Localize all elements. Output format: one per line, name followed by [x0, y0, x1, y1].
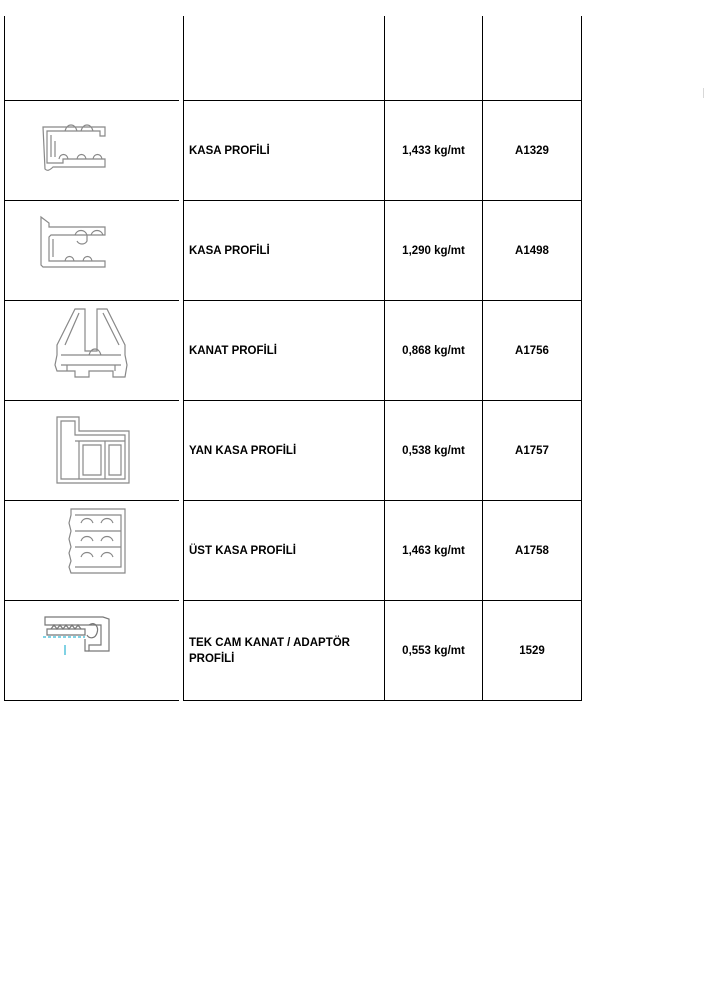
- profile-name: ÜST KASA PROFİLİ: [183, 501, 384, 600]
- code-cell: [482, 16, 582, 100]
- profile-code: A1757: [482, 401, 582, 500]
- table-row: [4, 501, 582, 601]
- table-row: [4, 301, 582, 401]
- profile-weight: 1,290 kg/mt: [384, 201, 482, 300]
- profile-weight: 1,463 kg/mt: [384, 501, 482, 600]
- profile-code: A1758: [482, 501, 582, 600]
- profile-weight: 1,433 kg/mt: [384, 101, 482, 200]
- frame-profile-icon: [5, 101, 180, 201]
- profile-name: TEK CAM KANAT / ADAPTÖR PROFİLİ: [183, 601, 384, 700]
- image-cell: [4, 501, 179, 600]
- profile-name: KASA PROFİLİ: [183, 101, 384, 200]
- side-frame-profile-icon: [5, 401, 180, 501]
- table-row: [4, 601, 582, 701]
- frame-profile-icon: [5, 201, 180, 301]
- profile-code: A1498: [482, 201, 582, 300]
- profile-name: YAN KASA PROFİLİ: [183, 401, 384, 500]
- table-row: [4, 201, 582, 301]
- image-cell: [4, 16, 179, 100]
- profile-code: A1756: [482, 301, 582, 400]
- name-cell: [183, 16, 384, 100]
- image-cell: [4, 101, 179, 200]
- profile-weight: 0,538 kg/mt: [384, 401, 482, 500]
- page-edge-mark: [703, 88, 704, 98]
- sash-profile-icon: [5, 301, 180, 401]
- top-frame-profile-icon: [5, 501, 180, 601]
- profile-name: KANAT PROFİLİ: [183, 301, 384, 400]
- profile-code: A1329: [482, 101, 582, 200]
- weight-cell: [384, 16, 482, 100]
- table-row: [4, 401, 582, 501]
- table-row: [4, 101, 582, 201]
- profile-code: 1529: [482, 601, 582, 700]
- adapter-profile-icon: [5, 601, 180, 701]
- image-cell: [4, 601, 179, 700]
- profile-weight: 0,868 kg/mt: [384, 301, 482, 400]
- table-row-empty: [4, 16, 582, 101]
- image-cell: [4, 201, 179, 300]
- profile-table: [4, 16, 582, 701]
- image-cell: [4, 301, 179, 400]
- profile-name: KASA PROFİLİ: [183, 201, 384, 300]
- image-cell: [4, 401, 179, 500]
- profile-weight: 0,553 kg/mt: [384, 601, 482, 700]
